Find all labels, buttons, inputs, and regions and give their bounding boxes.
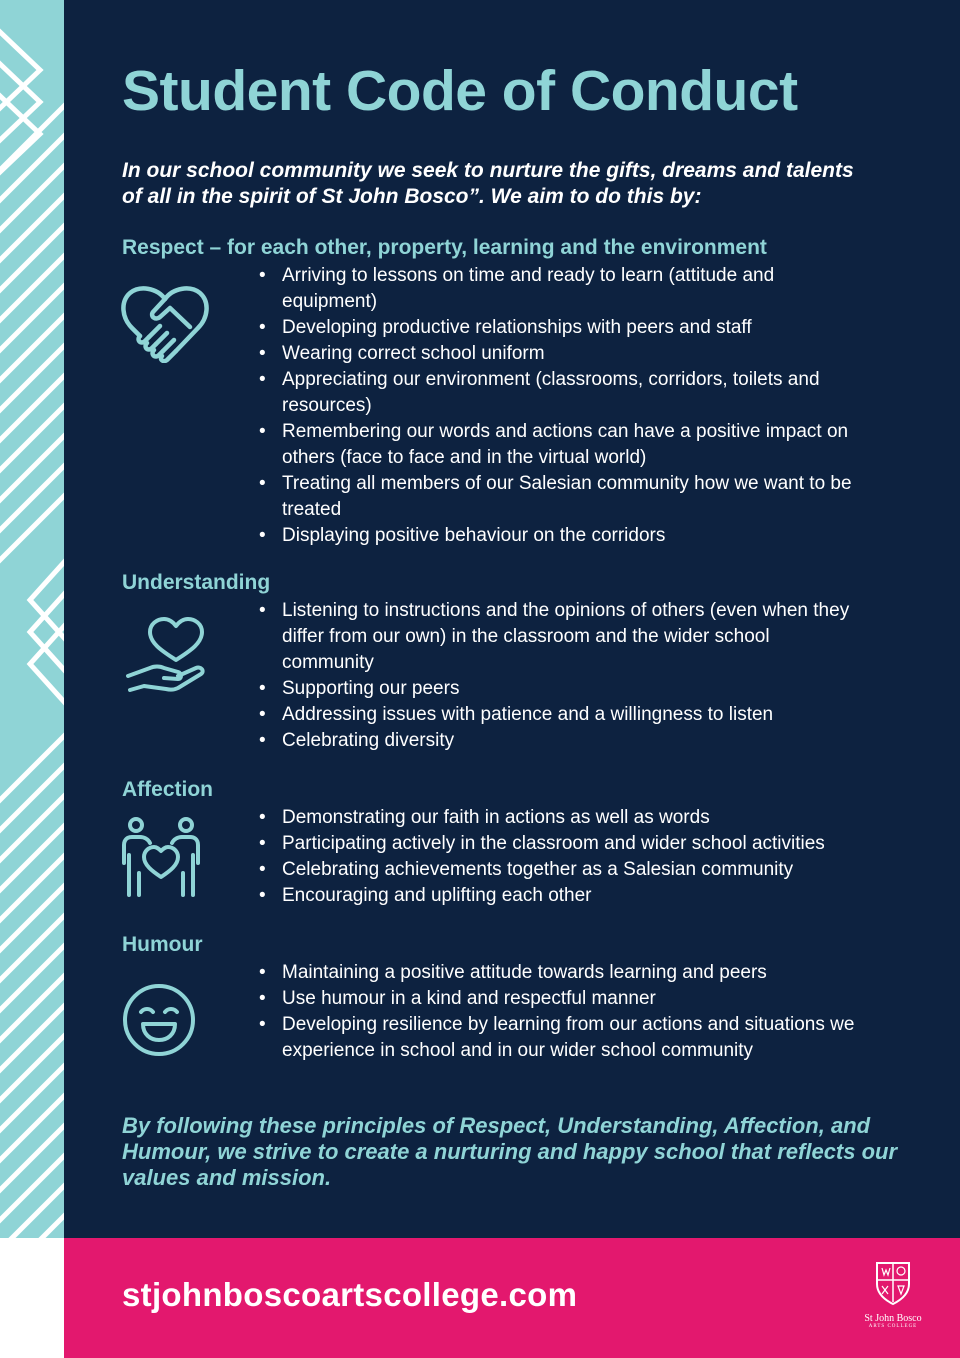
list-item: • Arriving to lessons on time and ready to learn (attitude and equipment)	[258, 263, 858, 315]
closing-statement: By following these principles of Respect, Understanding, Affection, and Humour, we strive to create a nurturing and happy school that reflects our values and mission.	[122, 1113, 898, 1190]
hand-holding-heart-icon	[124, 616, 210, 701]
footer-bar	[64, 1238, 960, 1358]
list-item: • Addressing issues with patience and a willingness to listen	[258, 702, 858, 728]
decorative-stripes	[0, 0, 64, 1238]
list-item: • Demonstrating our faith in actions as well as words	[258, 805, 898, 831]
list-item: • Developing productive relationships with peers and staff	[258, 315, 858, 341]
section-heading-affection: Affection	[122, 778, 213, 801]
list-item: • Encouraging and uplifting each other	[258, 883, 898, 909]
list-item: • Celebrating diversity	[258, 728, 858, 754]
heart-handshake-icon	[120, 285, 210, 368]
affection-list	[258, 805, 898, 909]
school-logo	[858, 1260, 928, 1329]
list-item: • Developing resilience by learning from our actions and situations we experience in school and in our wider school community	[258, 1012, 898, 1064]
two-people-heart-icon	[120, 815, 202, 904]
website-link[interactable]: stjohnboscoartscollege.com	[122, 1276, 578, 1313]
understanding-list	[258, 598, 858, 754]
list-item: • Displaying positive behaviour on the corridors	[258, 523, 858, 549]
list-item: • Use humour in a kind and respectful manner	[258, 986, 898, 1012]
section-heading-respect: Respect – for each other, property, learning and the environment	[122, 236, 767, 259]
list-item: • Remembering our words and actions can have a positive impact on others (face to face and in the virtual world)	[258, 419, 858, 471]
list-item: • Participating actively in the classroom and wider school activities	[258, 831, 898, 857]
intro-text: In our school community we seek to nurture the gifts, dreams and talents of all in the spirit of St John Bosco”. We aim to do this by:	[122, 159, 854, 208]
list-item: • Listening to instructions and the opinions of others (even when they differ from our own) in the classroom and the wider school community	[258, 598, 858, 676]
respect-list	[258, 263, 858, 549]
list-item: • Celebrating achievements together as a Salesian community	[258, 857, 898, 883]
logo-name: St John Bosco	[864, 1313, 922, 1324]
logo-subtitle: ARTS COLLEGE	[868, 1324, 918, 1329]
section-heading-humour: Humour	[122, 933, 203, 956]
list-item: • Supporting our peers	[258, 676, 858, 702]
school-crest-icon	[873, 1260, 913, 1306]
page-title: Student Code of Conduct	[122, 59, 798, 123]
section-heading-understanding: Understanding	[122, 571, 271, 594]
list-item: • Wearing correct school uniform	[258, 341, 858, 367]
list-item: • Maintaining a positive attitude towards learning and peers	[258, 960, 898, 986]
list-item: • Treating all members of our Salesian community how we want to be treated	[258, 471, 858, 523]
list-item: • Appreciating our environment (classrooms, corridors, toilets and resources)	[258, 367, 858, 419]
humour-list	[258, 960, 898, 1064]
smiling-face-icon	[121, 982, 197, 1063]
